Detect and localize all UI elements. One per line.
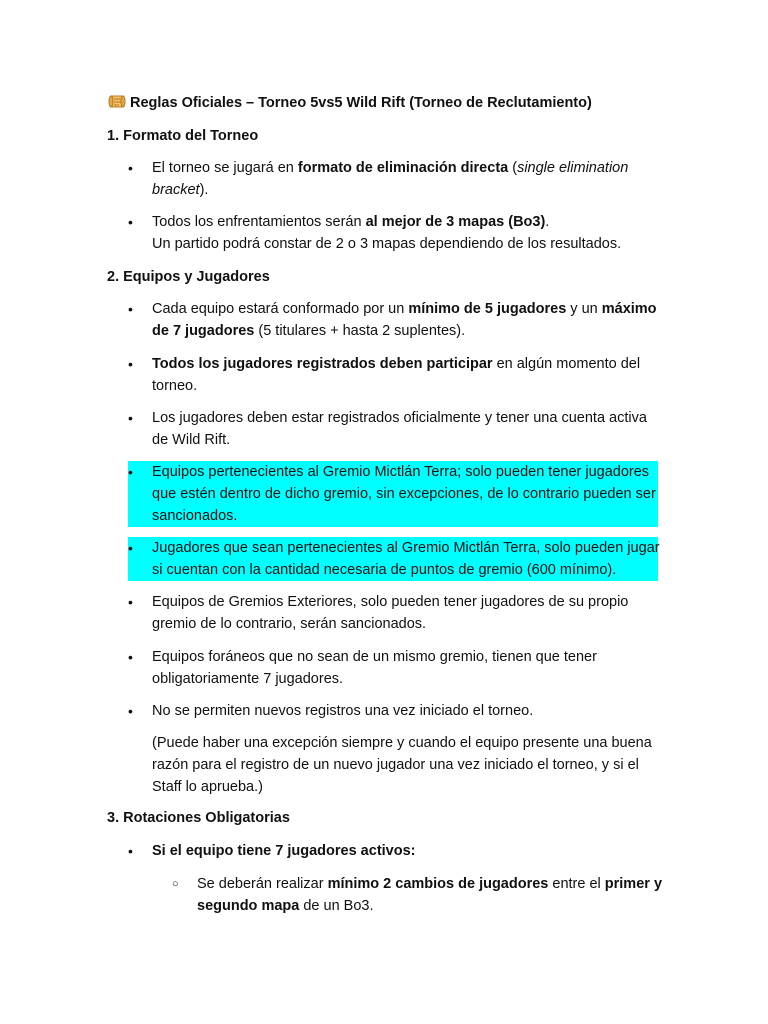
document-title (108, 92, 592, 114)
list-item: Si el equipo tiene 7 jugadores activos: (152, 843, 416, 859)
list-item: Todos los enfrentamientos serán al mejor de 3 mapas (Bo3). Un partido podrá constar de 2 o 3 mapas dependiendo de los resultados. (152, 214, 622, 252)
scroll-icon (108, 94, 126, 110)
bullet-icon: • (128, 649, 133, 665)
bullet-icon: • (128, 464, 133, 480)
title-text: Reglas Oficiales – Torneo 5vs5 Wild Rift (Torneo de Reclutamiento) (130, 95, 592, 111)
list-item: Los jugadores deben estar registrados oficialmente y tener una cuenta activa de Wild Rift. (152, 410, 647, 448)
bullet-icon: • (128, 594, 133, 610)
sub-bullet-icon: ○ (172, 878, 179, 890)
list-item: El torneo se jugará en formato de eliminación directa (single elimination bracket). (152, 160, 629, 198)
list-item-highlighted: Jugadores que sean pertenecientes al Gremio Mictlán Terra, solo pueden jugar si cuentan con la cantidad necesaria de puntos de gremio (600 mínimo). (152, 540, 660, 578)
list-item: No se permiten nuevos registros una vez iniciado el torneo. (152, 703, 534, 719)
section-heading-formato: 1. Formato del Torneo (107, 128, 259, 144)
sub-list-item: Se deberán realizar mínimo 2 cambios de jugadores entre el primer y segundo mapa de un Bo3. (197, 876, 663, 914)
list-item-note: (Puede haber una excepción siempre y cuando el equipo presente una buena razón para el registro de un nuevo jugador una vez iniciado el torneo, y si el Staff lo aprueba.) (152, 735, 652, 795)
bullet-icon: • (128, 214, 133, 230)
list-item: Equipos foráneos que no sean de un mismo gremio, tienen que tener obligatoriamente 7 jugadores. (152, 649, 597, 687)
bullet-icon: • (128, 703, 133, 719)
bullet-icon: • (128, 410, 133, 426)
list-item-highlighted: Equipos pertenecientes al Gremio Mictlán Terra; solo pueden tener jugadores que estén dentro de dicho gremio, sin excepciones, de lo contrario pueden ser sancionados. (152, 464, 656, 524)
list-item: Cada equipo estará conformado por un mínimo de 5 jugadores y un máximo de 7 jugadores (5 titulares + hasta 2 suplentes). (152, 301, 657, 339)
bullet-icon: • (128, 160, 133, 176)
bullet-icon: • (128, 540, 133, 556)
list-item: Equipos de Gremios Exteriores, solo pueden tener jugadores de su propio gremio de lo contrario, serán sancionados. (152, 594, 629, 632)
bullet-icon: • (128, 843, 133, 859)
bullet-icon: • (128, 356, 133, 372)
section-heading-rotaciones: 3. Rotaciones Obligatorias (107, 810, 290, 826)
list-item: Todos los jugadores registrados deben participar en algún momento del torneo. (152, 356, 641, 394)
section-heading-equipos: 2. Equipos y Jugadores (107, 269, 270, 285)
bullet-icon: • (128, 301, 133, 317)
